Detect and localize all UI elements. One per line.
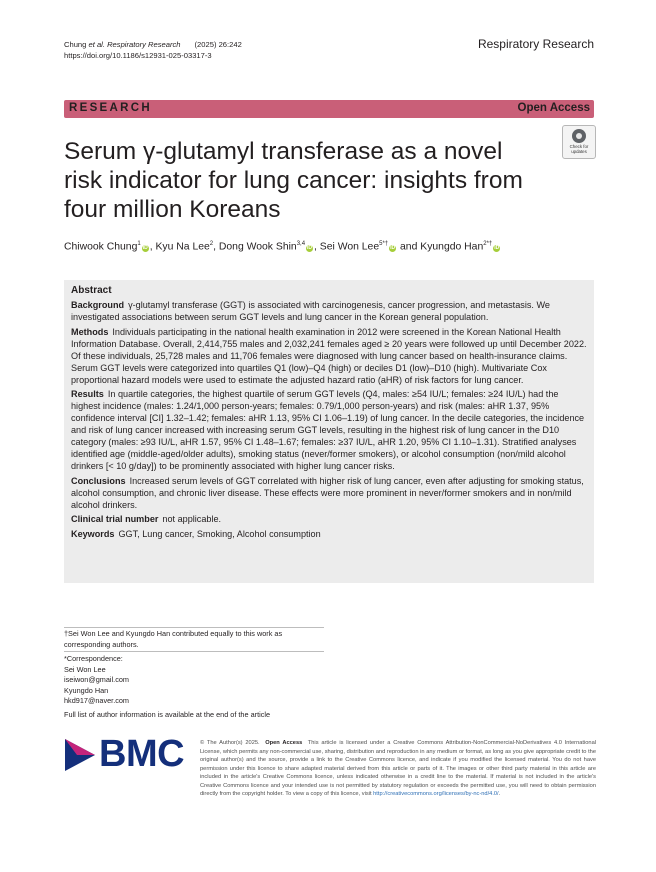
- equal-contribution-note: †Sei Won Lee and Kyungdo Han contributed equally to this work as corresponding authors.: [64, 629, 283, 649]
- journal-name: Respiratory Research: [477, 37, 594, 51]
- license-statement: [200, 739, 596, 799]
- correspondence-label: *Correspondence:: [64, 654, 123, 663]
- abstract-trial-number: [71, 513, 587, 525]
- check-updates-line1: Check for: [569, 144, 589, 149]
- section-label: Clinical trial number: [71, 514, 159, 525]
- section-label: Keywords: [71, 528, 115, 539]
- orcid-icon[interactable]: iD: [307, 245, 313, 252]
- orcid-icon[interactable]: iD: [142, 245, 148, 252]
- orcid-icon[interactable]: iD: [390, 245, 396, 252]
- copyright-text: © The Author(s) 2025.: [200, 740, 260, 746]
- license-text: This article is licensed under a Creative Commons Attribution-NonCommercial-NoDerivatives 4.0 International License, which permits any non-commercial use, sharing, distribution and reproduction in any medium or format, as long as you give appropriate credit to the original author(s) and the source, provide a link to the Creative Commons licence, and indicate if you modified the licensed material. You do not have permission under this licence to share adapted material derived from this article or parts of it. The images or other third party material in this article are included in the article's Creative Commons licence, unless indicated otherwise in a credit line to the material. If material is not included in the article's Creative Commons licence and your intended use is not permitted by statutory regulation or exceeds the permitted use, you will need to obtain permission directly from the copyright holder. To view a copy of this licence, visit: [200, 740, 596, 797]
- author-name[interactable]: , Sei Won Lee: [314, 241, 380, 253]
- check-updates-line2: updates: [571, 149, 587, 154]
- check-updates-icon: [572, 129, 586, 143]
- doi-link[interactable]: https://doi.org/10.1186/s12931-025-03317-3: [64, 51, 212, 60]
- abstract-methods: [71, 326, 587, 386]
- article-type-band: [64, 100, 594, 118]
- open-access-label: Open Access: [517, 102, 590, 114]
- correspondent-name: Kyungdo Han: [64, 685, 109, 695]
- check-for-updates-badge[interactable]: [562, 125, 596, 159]
- bmc-logo-text: BMC: [99, 733, 185, 775]
- author-list: [64, 241, 584, 252]
- author-name[interactable]: , Dong Wook Shin: [213, 241, 297, 253]
- section-text: not applicable.: [162, 514, 222, 525]
- author-conjunction: and: [397, 241, 421, 253]
- bmc-logo-icon: [65, 739, 95, 771]
- author-info-note: Full list of author information is available at the end of the article: [64, 710, 271, 719]
- abstract-heading: Abstract: [71, 285, 112, 296]
- citation-etal: et al. Respiratory Research: [88, 40, 181, 49]
- license-link[interactable]: http://creativecommons.org/licenses/by-nc-nd/4.0/: [373, 791, 499, 797]
- abstract-box: [64, 280, 594, 583]
- license-suffix: .: [498, 791, 501, 797]
- section-text: GGT, Lung cancer, Smoking, Alcohol consumption: [118, 528, 321, 539]
- author-affiliation: 1: [137, 241, 141, 247]
- article-title: Serum γ-glutamyl transferase as a novel risk indicator for lung cancer: insights from four million Koreans: [64, 138, 523, 223]
- license-open-access: Open Access: [265, 740, 303, 746]
- section-text: In quartile categories, the highest quartile of serum GGT levels (Q4, males: ≥54 IU/L; females: ≥24 IU/L) had the highest incidence (males: 1.24/1,000 person-years; females: 0.79/1,000 person-years) and risk (males: aHR 1.37, 95% confidence interval [CI] 1.32–1.42; females: aHR 1.13, 95% CI 1.06–1.19) of lung cancer. In the decile categories, the incidence and risk of lung cancer increased with increasing serum GGT levels, resulting in the highest risk of lung cancer in the D10 category (males: ≥93 IU/L, aHR 1.57, 95% CI 1.48–1.67; females: ≥37 IU/L, aHR 1.20, 95% CI 1.10–1.31). Stratified analyses identified age (middle-aged/older adults), smoking status (never/former smokers), or alcohol consumption (non/mild alcohol drinkers [< 10 g/day]) to be prominently associated with higher lung cancer risks.: [71, 389, 585, 472]
- author-affiliation: 5*†: [379, 241, 389, 247]
- correspondent-email[interactable]: iseiwon@gmail.com: [64, 675, 129, 685]
- citation-header: [64, 39, 242, 61]
- correspondent-email[interactable]: hkd917@naver.com: [64, 696, 130, 706]
- section-text: γ-glutamyl transferase (GGT) is associated with carcinogenesis, cancer progression, and metastasis. We investigated associations between serum GGT levels and lung cancer in the Korean general population.: [71, 300, 550, 322]
- abstract-conclusions: [71, 475, 587, 511]
- abstract-background: [71, 299, 587, 323]
- section-text: Individuals participating in the national health examination in 2012 were screened in the Korean National Health Information Database. Overall, 2,414,755 males and 2,032,241 females aged ≥ 20 years were followed up until December 2022. Of these individuals, 25,728 males and 11,706 females were diagnosed with lung cancer based on health-insurance claims. Serum GGT levels were categorized into quartiles Q1 (low)–Q4 (high) or deciles D1 (low)–D10 (high). Multivariate Cox proportional hazard models were used to estimate the adjusted hazard ratio (aHR) of risk factors for lung cancer.: [71, 326, 587, 385]
- abstract-keywords: [71, 528, 587, 540]
- section-label: Conclusions: [71, 475, 126, 486]
- citation-authors: Chung: [64, 40, 89, 49]
- section-label: Results: [71, 389, 104, 400]
- author-name[interactable]: , Kyu Na Lee: [149, 241, 210, 253]
- correspondence-block: [64, 654, 324, 707]
- footnote-divider: [64, 627, 324, 628]
- footnote-divider: [64, 651, 324, 652]
- author-name[interactable]: Kyungdo Han: [420, 241, 484, 253]
- article-type-label: RESEARCH: [69, 102, 152, 114]
- author-affiliation: 2*†: [483, 241, 493, 247]
- author-name[interactable]: Chiwook Chung: [64, 241, 138, 253]
- section-label: Methods: [71, 326, 109, 337]
- abstract-results: [71, 388, 587, 472]
- author-affiliation: 3,4: [296, 241, 306, 247]
- author-affiliation: 2: [209, 241, 214, 247]
- section-text: Increased serum levels of GGT correlated with higher risk of lung cancer, even after adjusting for smoking status, alcohol consumption, and chronic liver disease. These effects were more prominent in never/former smokers and in non/mild alcohol drinkers.: [71, 475, 584, 510]
- check-updates-text: [563, 144, 595, 154]
- correspondent-name: Sei Won Lee: [64, 664, 106, 674]
- citation-year-volume: (2025) 26:242: [194, 40, 242, 49]
- orcid-icon[interactable]: iD: [494, 245, 500, 252]
- section-label: Background: [71, 300, 125, 310]
